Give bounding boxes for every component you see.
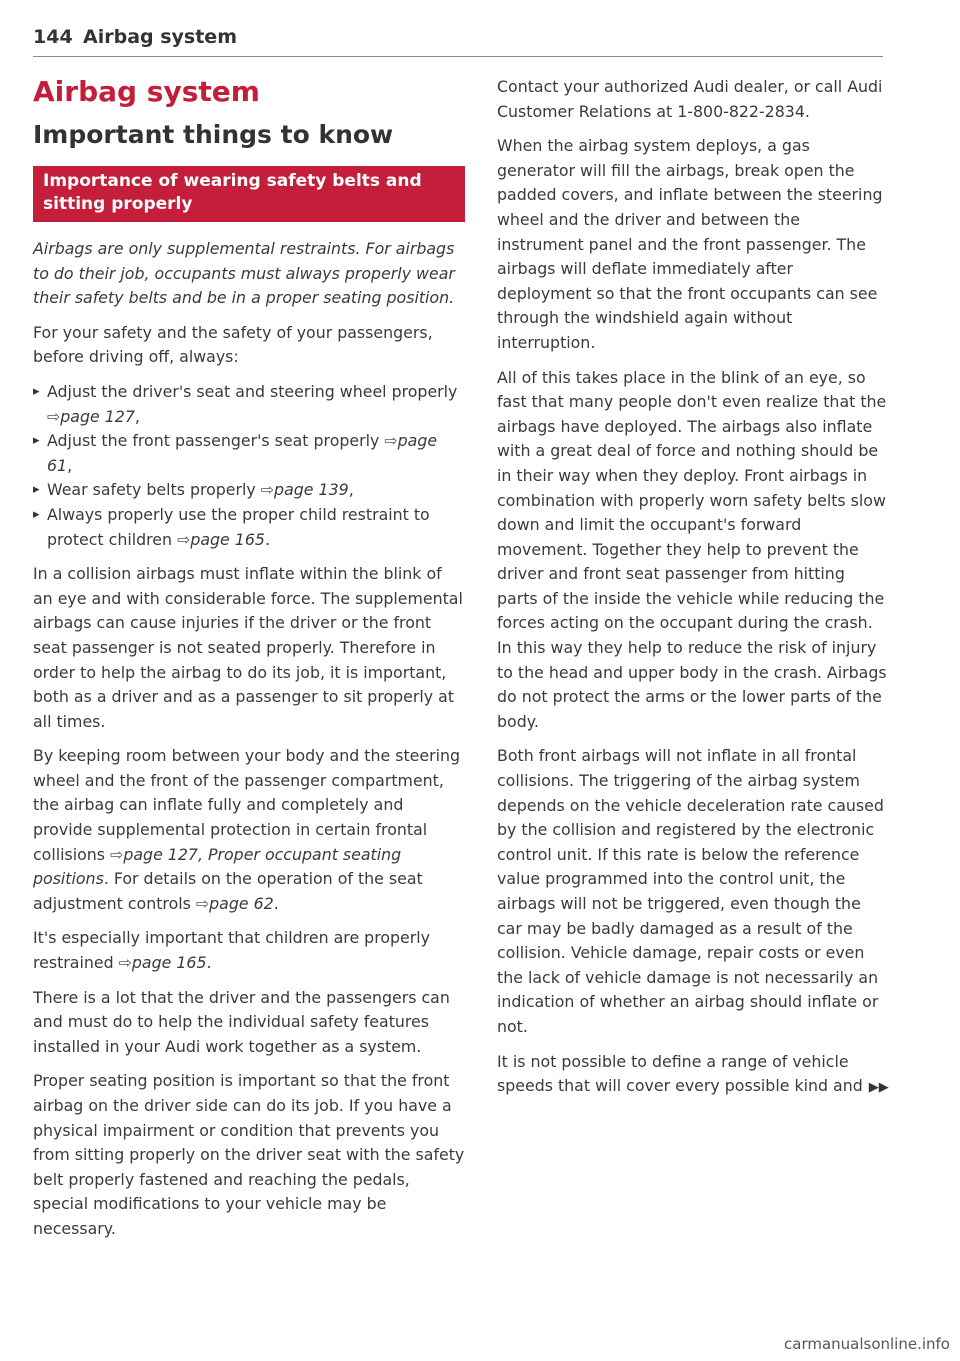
page-link[interactable]: page 139 <box>274 480 349 500</box>
paragraph-3: By keeping room between your body and the steering wheel and the front of the passenger compartment, the airbag can inflate fully and completely and provide supplemental protection in certain frontal collisions ⇨page 127, Proper occupant seating positions. For details on the operation of the seat adjustment controls ⇨page 62. <box>33 746 461 913</box>
paragraph-9: All of this takes place in the blink of an eye, so fast that many people don't even realize that the airbags have deployed. The airbags also inflate with a great deal of force and nothing should be in their way when they deploy. Front airbags in combination with properly worn safety belts slow down and limit the occupant's forward movement. Together they help to prevent the driver and front seat passenger from hitting parts of the inside the vehicle while reducing the forces acting on the occupant during the crash. In this way they help to reduce the risk of injury to the head and upper body in the crash. Airbags do not protect the arms or the lower parts of the body. <box>497 367 887 731</box>
paragraph-11: It is not possible to define a range of vehicle speeds that will cover every possible kind and ▶▶ <box>497 1051 889 1096</box>
list-item: ▸ Wear safety belts properly ⇨page 139, <box>33 478 465 503</box>
paragraph-7: Contact your authorized Audi dealer, or call Audi Customer Relations at 1-800-822-2834. <box>497 77 883 121</box>
arrow-icon: ⇨ <box>195 893 210 913</box>
list-item: ▸ Always properly use the proper child restraint to protect children ⇨page 165. <box>33 503 465 552</box>
page-link[interactable]: page 165 <box>131 953 207 973</box>
arrow-icon: ⇨ <box>110 844 124 864</box>
continue-icon: ▶▶ <box>868 1080 889 1096</box>
subsection-title: Important things to know <box>33 120 394 149</box>
arrow-icon: ⇨ <box>118 953 132 973</box>
page-link[interactable]: page 127 <box>60 406 135 426</box>
paragraph-8: When the airbag system deploys, a gas generator will fill the airbags, break open the padded covers, and inflate between the steering wheel and the driver and between the instrument panel and the front passenger. The airbags will deflate immediately after deployment so that the front occupants can see through the windshield again without interruption. <box>497 136 883 352</box>
section-title: Airbag system <box>33 75 260 108</box>
header-title: Airbag system <box>83 26 237 48</box>
arrow-icon: ⇨ <box>260 480 275 500</box>
watermark: carmanualsonline.info <box>784 1335 950 1353</box>
list-item: ▸ Adjust the front passenger's seat properly ⇨page 61, <box>33 429 465 478</box>
page-link[interactable]: page 61 <box>47 431 438 475</box>
page-number: 144 <box>33 26 73 48</box>
topic-banner: Importance of wearing safety belts and sitting properly <box>33 166 465 222</box>
paragraph-4: It's especially important that children are properly restrained ⇨page 165. <box>33 928 430 973</box>
intro-paragraph: Airbags are only supplemental restraints. For airbags to do their job, occupants must always properly wear their safety belts and be in a proper seating position. <box>33 239 455 308</box>
page-link[interactable]: page 165 <box>190 529 265 549</box>
page-header <box>33 26 883 57</box>
page-link[interactable]: page 62 <box>209 893 274 913</box>
arrow-icon: ⇨ <box>47 406 61 426</box>
paragraph-6: Proper seating position is important so that the front airbag on the driver side can do its job. If you have a physical impairment or condition that prevents you from sitting properly on the driver seat with the safety belt properly fastened and reaching the pedals, special modifications to your vehicle may be necessary. <box>33 1071 465 1238</box>
paragraph-1: For your safety and the safety of your passengers, before driving off, always: <box>33 322 433 367</box>
list-item: ▸ Adjust the driver's seat and steering wheel properly ⇨page 127, <box>33 380 465 429</box>
page-link[interactable]: page 127, Proper occupant seating positions <box>33 844 402 889</box>
arrow-icon: ⇨ <box>384 431 398 451</box>
paragraph-5: There is a lot that the driver and the passengers can and must do to help the individual safety features installed in your Audi work together as a system. <box>33 987 450 1056</box>
arrow-icon: ⇨ <box>177 529 191 549</box>
paragraph-10: Both front airbags will not inflate in all frontal collisions. The triggering of the airbag system depends on the vehicle deceleration rate caused by the collision and registered by the electronic control unit. If this rate is below the reference value programmed into the control unit, the airbags will not be triggered, even though the car may be badly damaged as a result of the collision. Vehicle damage, repair costs or even the lack of vehicle damage is not necessarily an indication of whether an airbag should inflate or not. <box>497 746 884 1036</box>
paragraph-2: In a collision airbags must inflate within the blink of an eye and with considerable force. The supplemental airbags can cause injuries if the driver or the front seat passenger is not seated properly. Therefore in order to help the airbag to do its job, it is important, both as a driver and as a passenger to sit properly at all times. <box>33 564 463 731</box>
left-column <box>33 75 465 1252</box>
right-column <box>497 75 889 1111</box>
checklist <box>33 380 465 552</box>
